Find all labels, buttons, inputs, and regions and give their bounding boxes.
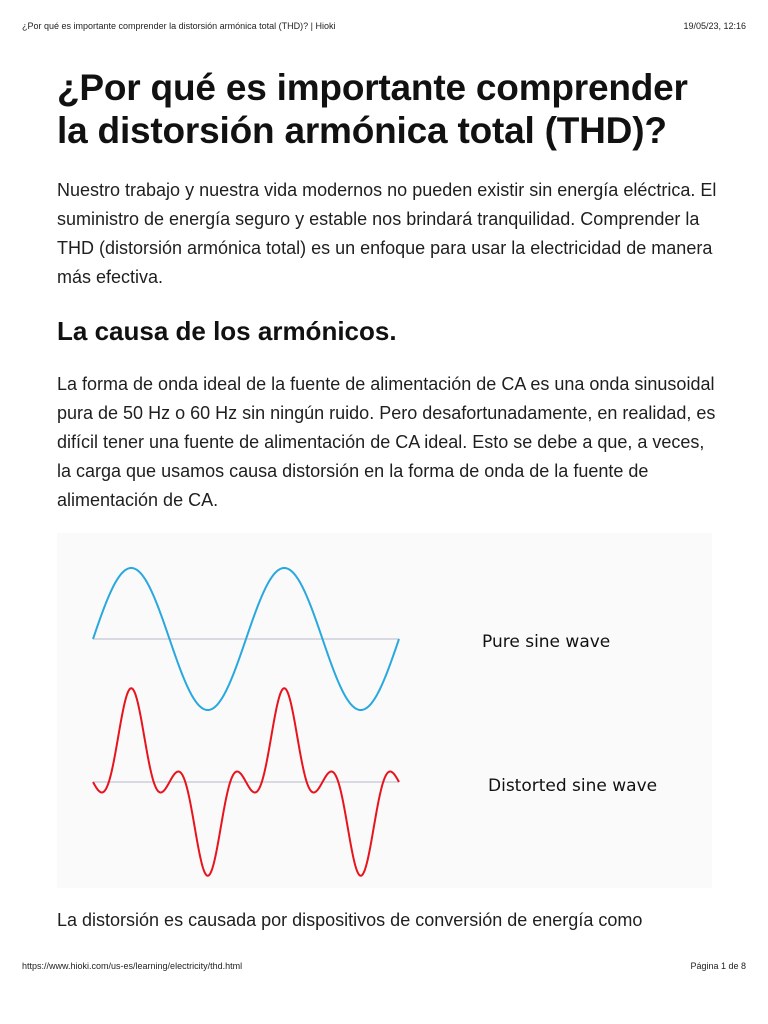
distorted-wave-label: Distorted sine wave [488, 776, 658, 796]
pure-wave-label: Pure sine wave [482, 632, 611, 652]
waveform-figure [57, 533, 712, 888]
intro-paragraph: Nuestro trabajo y nuestra vida modernos no pueden existir sin energía eléctrica. El suministro de energía seguro y estable nos brindará tranquilidad. Comprender la THD (distorsión armónica total) es un enfoque para usar la electricidad de manera más efectiva. [57, 180, 717, 287]
article-title: ¿Por qué es importante comprender la distorsión armónica total (THD)? [57, 67, 688, 151]
print-page-info: Página 1 de 8 [690, 961, 746, 971]
print-header [22, 21, 746, 31]
print-page-title: ¿Por qué es importante comprender la distorsión armónica total (THD)? | Hioki [22, 21, 336, 31]
print-footer [22, 961, 746, 971]
next-paragraph: La distorsión es causada por dispositivos de conversión de energía como [57, 910, 643, 930]
intro-block [57, 176, 717, 292]
section-body [57, 370, 717, 515]
print-url: https://www.hioki.com/us-es/learning/electricity/thd.html [22, 961, 243, 971]
next-paragraph-block [57, 906, 717, 935]
section-paragraph: La forma de onda ideal de la fuente de alimentación de CA es una onda sinusoidal pura de 50 Hz o 60 Hz sin ningún ruido. Pero desafortunadamente, en realidad, es difícil tener una fuente de alimentación de CA ideal. Esto se debe a que, a veces, la carga que usamos causa distorsión en la forma de onda de la fuente de alimentación de CA. [57, 374, 716, 510]
waveform-diagram [57, 533, 712, 888]
print-datetime: 19/05/23, 12:16 [683, 21, 746, 31]
section-heading: La causa de los armónicos. [57, 316, 397, 346]
